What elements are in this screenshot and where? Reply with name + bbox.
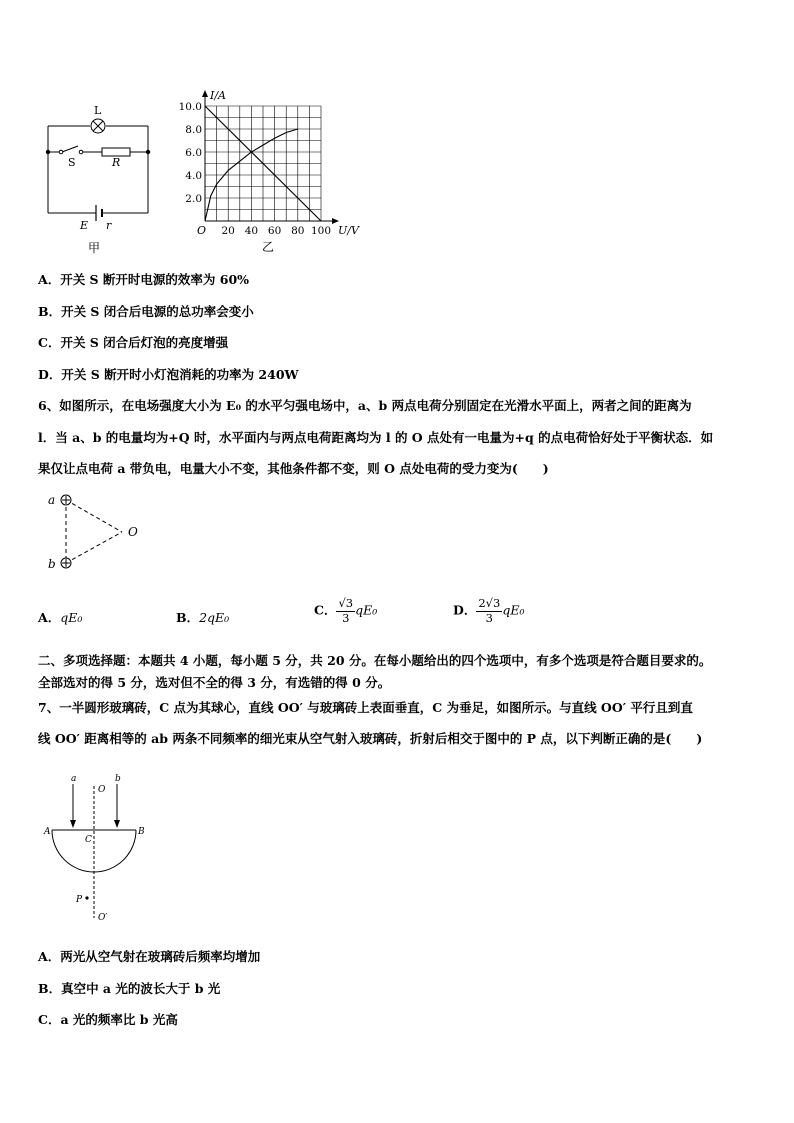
x-tick-label: 60 <box>267 225 282 237</box>
q6-line-1: 6、如图所示，在电场强度大小为 E₀ 的水平匀强电场中，a、b 两点电荷分别固定在光滑水平面上，两者之间的距离为 <box>38 398 692 413</box>
point-a-label: A <box>44 827 51 837</box>
q6-option-b: B．2qE₀ <box>176 610 230 625</box>
x-tick-label: 100 <box>310 225 332 237</box>
q5-option-b: B．开关 S 闭合后电源的总功率会变小 <box>38 304 254 319</box>
q6-option-c-fraction: $\frac{√3}{3}$ <box>338 596 354 625</box>
q6-charges-diagram <box>40 488 160 576</box>
ray-b-label: b <box>115 774 121 784</box>
x-tick-label: 40 <box>244 225 259 237</box>
ray-a-label: a <box>71 774 77 784</box>
y-tick-label: 2.0 <box>185 193 202 205</box>
x-tick-label: 20 <box>221 225 235 237</box>
q5-option-c: C．开关 S 闭合后灯泡的亮度增强 <box>38 335 229 350</box>
chart-origin: O <box>197 224 207 237</box>
q6-option-a: A．qE₀ <box>38 610 83 625</box>
q7-line-1: 7、一半圆形玻璃砖，C 点为其球心，直线 OO′ 与玻璃砖上表面垂直，C 为垂足，如图所示。与直线 OO′ 平行且到直 <box>38 700 693 715</box>
q6-option-c: C． $\frac{√3}{3}$ qE₀ <box>314 596 378 625</box>
x-tick-label: 80 <box>291 225 305 237</box>
resistor-label: R <box>112 156 121 169</box>
axis-o-label: O <box>98 785 106 795</box>
q7-option-c: C．a 光的频率比 b 光高 <box>38 1012 178 1027</box>
q5-option-a: A．开关 S 断开时电源的效率为 60% <box>38 272 250 287</box>
y-axis-arrow <box>202 90 208 97</box>
y-tick-label: 10.0 <box>178 101 202 113</box>
center-c-label: C <box>85 835 92 845</box>
q5-option-d: D．开关 S 断开时小灯泡消耗的功率为 240W <box>38 367 299 382</box>
y-tick-label: 6.0 <box>185 147 202 159</box>
q7-number: 7、 <box>38 700 60 715</box>
y-tick-label: 4.0 <box>185 170 202 182</box>
section-2-heading-line-2: 全部选对的得 5 分，选对但不全的得 3 分，有选错的得 0 分。 <box>38 675 391 690</box>
circuit-diagram <box>40 100 160 260</box>
q7-glass-brick-diagram <box>40 770 160 925</box>
section-2-heading-line-1: 二、多项选择题：本题共 4 小题，每小题 5 分，共 20 分。在每小题给出的四个选项中，有多个选项是符合题目要求的。 <box>38 653 712 668</box>
q6-line-3: 果仅让点电荷 a 带负电，电量大小不变，其他条件都不变，则 O 点处电荷的受力变为( ) <box>38 461 549 476</box>
point-o-label: O <box>128 525 138 539</box>
q7-line-2: 线 OO′ 距离相等的 ab 两条不同频率的细光束从空气射入玻璃砖，折射后相交于图中的 P 点，以下判断正确的是( ) <box>38 731 703 746</box>
figure-caption-yi: 乙 <box>262 240 275 254</box>
q7-option-a: A．两光从空气射在玻璃砖后频率均增加 <box>38 949 261 964</box>
q6-line-2: l．当 a、b 的电量均为+Q 时，水平面内与两点电荷距离均为 l 的 O 点处有一电量为+q 的点电荷恰好处于平衡状态．如 <box>38 430 714 445</box>
q6-number: 6、 <box>38 398 60 413</box>
chart-ylabel: I/A <box>210 89 226 102</box>
iu-chart <box>172 86 372 256</box>
q6-option-d: D． $\frac{2√3}{3}$ qE₀ <box>453 596 525 625</box>
point-b-label: B <box>138 827 145 837</box>
point-p-label: P <box>76 895 83 905</box>
emf-label: E <box>80 219 89 232</box>
switch-label: S <box>68 156 76 169</box>
chart-xlabel: U/V <box>338 224 359 237</box>
q7-option-b: B．真空中 a 光的波长大于 b 光 <box>38 981 221 996</box>
y-tick-label: 8.0 <box>185 124 202 136</box>
figure-caption-jia: 甲 <box>88 241 101 255</box>
charge-a-label: a <box>48 493 56 507</box>
lamp-label: L <box>94 104 102 117</box>
axis-o-prime-label: O′ <box>98 913 108 923</box>
charge-b-label: b <box>48 557 56 571</box>
internal-resistance-label: r <box>106 219 112 232</box>
q6-option-d-fraction: $\frac{2√3}{3}$ <box>478 596 501 625</box>
